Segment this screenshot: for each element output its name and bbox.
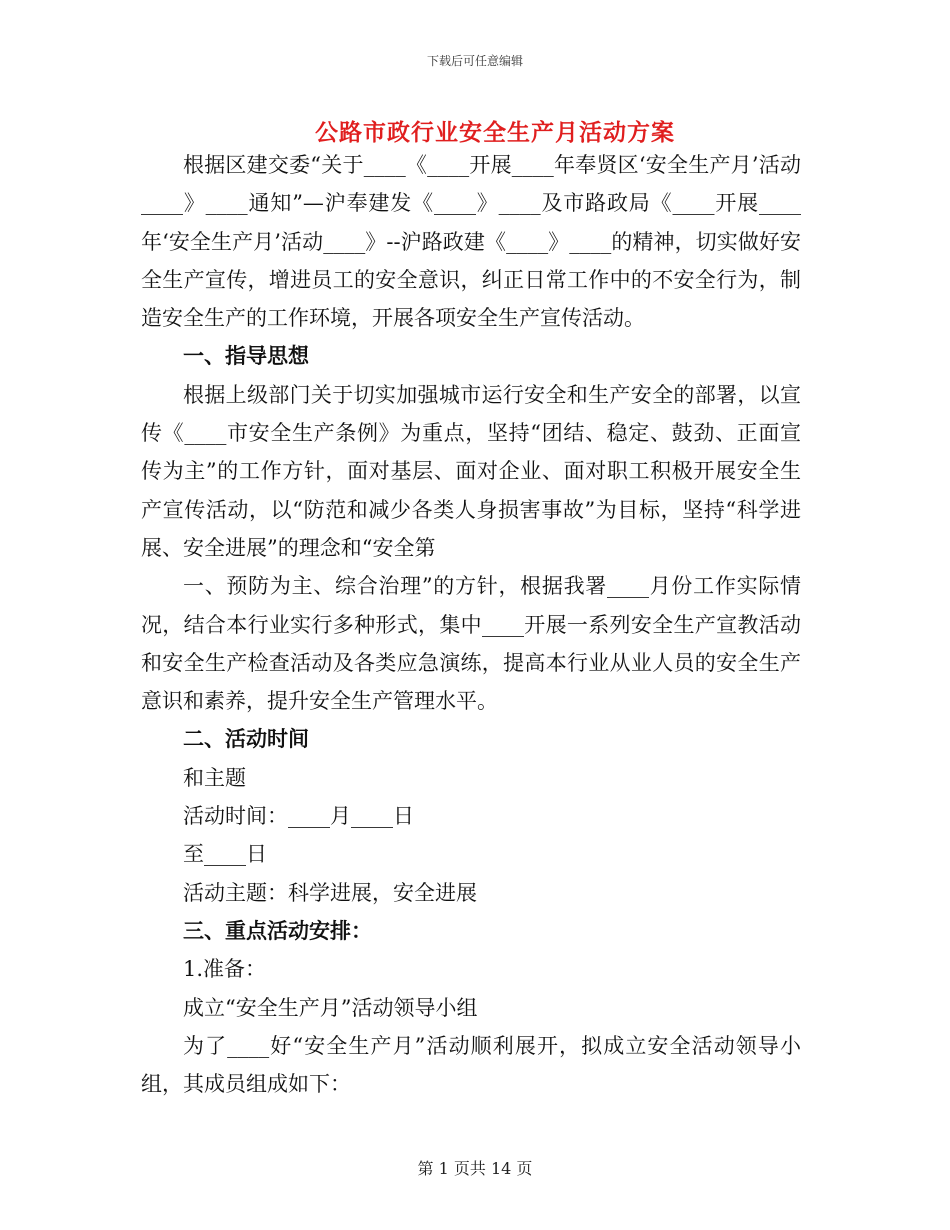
section-heading-key-activities: 三、重点活动安排：: [183, 917, 372, 943]
page-footer: 第 1 页共 14 页: [417, 1159, 533, 1178]
paragraph-intro: 根据区建交委“关于____《____开展____年奉贤区‘安全生产月’活动____》____通知”—沪奉建发《____》____及市路政局《____开展____年‘安全生产月’活动____》--沪路政建《____》____的精神，切实做好安全生产宣传，增进员工的安全意识，纠正日常工作中的不安全行为，制造安全生产的工作环境，开展各项安全生产宣传活动。: [141, 153, 801, 331]
line-activity-time: 活动时间：____月____日: [183, 804, 414, 829]
paragraph-prevention-policy: 一、预防为主、综合治理”的方针，根据我署____月份工作实际情况，结合本行业实行多种形式，集中____开展一系列安全生产宣教活动和安全生产检查活动及各类应急演练，提高本行业从业人员的安全生产意识和素养，提升安全生产管理水平。: [141, 574, 801, 714]
line-activity-theme: 活动主题：科学进展，安全进展: [183, 880, 477, 905]
line-and-theme: 和主题: [183, 765, 246, 790]
paragraph-guiding-ideology: 根据上级部门关于切实加强城市运行安全和生产安全的部署，以宣传《____市安全生产条例》为重点，坚持“团结、稳定、鼓劲、正面宣传为主”的工作方针，面对基层、面对企业、面对职工积极开展安全生产宣传活动，以“防范和减少各类人身损害事故”为目标，坚持“科学进展、安全进展”的理念和“安全第: [141, 382, 801, 560]
header-note: 下载后可任意编辑: [426, 54, 523, 68]
line-activity-end-date: 至____日: [183, 842, 267, 867]
section-heading-activity-time: 二、活动时间: [183, 726, 309, 752]
line-preparation: 1.准备：: [183, 957, 267, 982]
document-body: [141, 146, 801, 1103]
document-title: 公路市政行业安全生产月活动方案: [315, 119, 675, 146]
line-leadership-group: 成立“安全生产月”活动领导小组: [183, 995, 478, 1020]
paragraph-group-members: 为了____好“安全生产月”活动顺利展开，拟成立安全活动领导小组，其成员组成如下：: [141, 1033, 801, 1097]
section-heading-guiding-ideology: 一、指导思想: [183, 343, 309, 369]
